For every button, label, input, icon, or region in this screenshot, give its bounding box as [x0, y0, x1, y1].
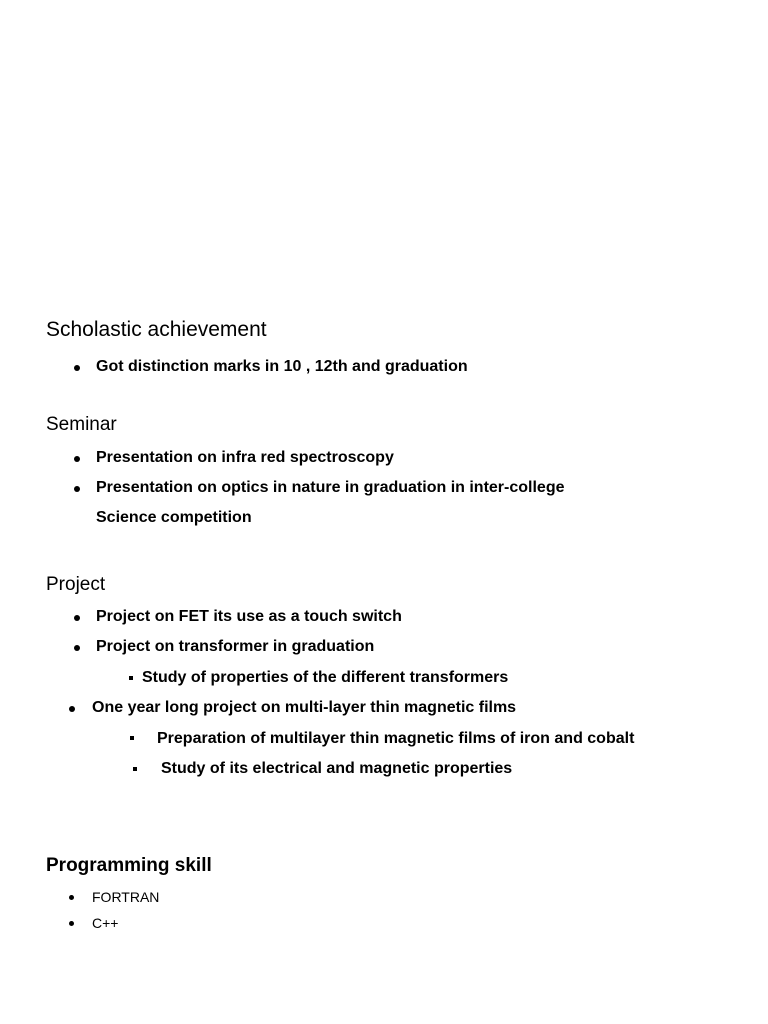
bullet-icon: [74, 456, 80, 462]
square-bullet-icon: [130, 736, 134, 740]
list-item: Project on FET its use as a touch switch: [96, 608, 402, 625]
sub-list-item: Preparation of multilayer thin magnetic films of iron and cobalt: [157, 730, 635, 747]
list-item: FORTRAN: [92, 889, 160, 905]
bullet-icon: [69, 706, 75, 712]
list-item: Presentation on infra red spectroscopy: [96, 449, 394, 466]
section-heading-programming: Programming skill: [46, 855, 212, 876]
bullet-icon: [69, 921, 74, 926]
bullet-icon: [74, 365, 80, 371]
section-heading-seminar: Seminar: [46, 414, 117, 435]
square-bullet-icon: [129, 676, 133, 680]
square-bullet-icon: [133, 767, 137, 771]
bullet-icon: [69, 895, 74, 900]
section-heading-scholastic: Scholastic achievement: [46, 318, 267, 341]
list-item: Got distinction marks in 10 , 12th and graduation: [96, 358, 468, 375]
list-item: Project on transformer in graduation: [96, 638, 375, 655]
list-item-continuation: Science competition: [96, 509, 252, 526]
bullet-icon: [74, 645, 80, 651]
sub-list-item: Study of its electrical and magnetic properties: [161, 760, 513, 777]
list-item: Presentation on optics in nature in graduation in inter-college: [96, 479, 565, 496]
list-item: C++: [92, 915, 119, 931]
bullet-icon: [74, 486, 80, 492]
list-item: One year long project on multi-layer thin magnetic films: [92, 699, 517, 716]
section-heading-project: Project: [46, 574, 106, 595]
sub-list-item: Study of properties of the different transformers: [142, 669, 509, 686]
bullet-icon: [74, 615, 80, 621]
